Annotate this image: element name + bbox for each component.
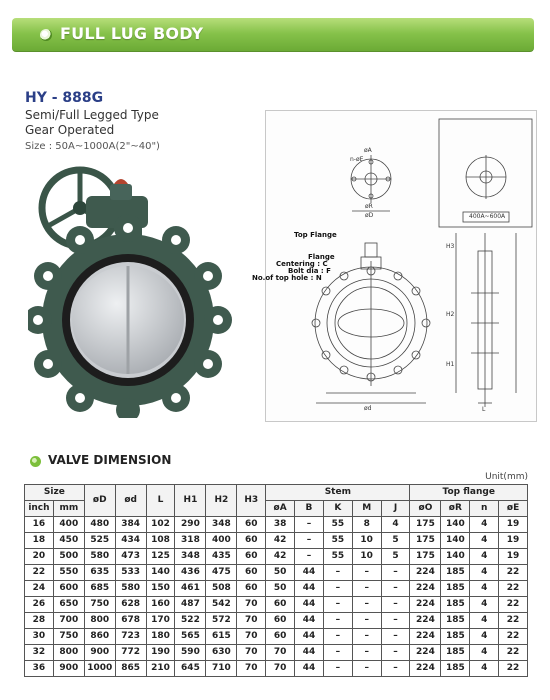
- col-l: L: [146, 485, 175, 517]
- table-cell: 224: [410, 581, 441, 597]
- green-bullet-icon: [30, 456, 41, 467]
- table-row: [25, 517, 528, 533]
- table-cell: 4: [470, 549, 499, 565]
- table-row: [25, 565, 528, 581]
- table-cell: 22: [25, 565, 54, 581]
- dim-r-label: øR: [365, 203, 373, 210]
- table-cell: 60: [266, 629, 295, 645]
- table-row: [25, 645, 528, 661]
- table-cell: 772: [115, 645, 146, 661]
- table-cell: 22: [499, 581, 528, 597]
- table-cell: 19: [499, 549, 528, 565]
- table-cell: 800: [53, 645, 84, 661]
- table-cell: 8: [352, 517, 381, 533]
- table-cell: –: [381, 581, 410, 597]
- table-cell: 860: [84, 629, 115, 645]
- table-cell: 4: [470, 517, 499, 533]
- flange-label: Flange: [308, 253, 335, 261]
- table-cell: 22: [499, 597, 528, 613]
- table-cell: 36: [25, 661, 54, 677]
- table-cell: 500: [53, 549, 84, 565]
- unit-label: Unit(mm): [485, 472, 528, 482]
- table-cell: 55: [323, 533, 352, 549]
- table-cell: 224: [410, 565, 441, 581]
- table-cell: 700: [53, 613, 84, 629]
- table-cell: –: [381, 565, 410, 581]
- table-cell: 210: [146, 661, 175, 677]
- dim-od-label: ød: [364, 405, 372, 412]
- table-cell: –: [381, 597, 410, 613]
- table-cell: 400: [206, 533, 237, 549]
- table-cell: 22: [499, 645, 528, 661]
- table-cell: –: [352, 565, 381, 581]
- table-cell: –: [352, 597, 381, 613]
- table-cell: 4: [470, 645, 499, 661]
- table-cell: 290: [175, 517, 206, 533]
- table-cell: 4: [470, 565, 499, 581]
- table-cell: 4: [470, 581, 499, 597]
- table-cell: 185: [441, 565, 470, 581]
- col-mm: mm: [53, 501, 84, 517]
- table-cell: 26: [25, 597, 54, 613]
- table-cell: –: [323, 613, 352, 629]
- section-title: VALVE DIMENSION: [48, 453, 172, 467]
- table-cell: 678: [115, 613, 146, 629]
- table-cell: 4: [470, 629, 499, 645]
- table-cell: 590: [175, 645, 206, 661]
- green-bullet-icon: [40, 29, 52, 41]
- table-cell: 160: [146, 597, 175, 613]
- table-cell: 348: [175, 549, 206, 565]
- col-h3: H3: [237, 485, 266, 517]
- table-cell: 4: [470, 661, 499, 677]
- product-type: Semi/Full Legged Type: [25, 108, 159, 122]
- table-cell: 525: [84, 533, 115, 549]
- table-cell: 900: [84, 645, 115, 661]
- table-cell: 572: [206, 613, 237, 629]
- table-cell: 175: [410, 549, 441, 565]
- inset-size-note: 400A~600A: [469, 213, 506, 220]
- table-cell: 28: [25, 613, 54, 629]
- table-cell: 522: [175, 613, 206, 629]
- table-cell: 384: [115, 517, 146, 533]
- table-cell: 22: [499, 613, 528, 629]
- col-inch: inch: [25, 501, 54, 517]
- table-cell: 723: [115, 629, 146, 645]
- table-cell: 435: [206, 549, 237, 565]
- table-cell: 55: [323, 549, 352, 565]
- table-cell: 615: [206, 629, 237, 645]
- table-cell: 20: [25, 549, 54, 565]
- table-cell: –: [295, 533, 324, 549]
- table-cell: 10: [352, 533, 381, 549]
- table-cell: 565: [175, 629, 206, 645]
- table-cell: 750: [84, 597, 115, 613]
- table-cell: 5: [381, 549, 410, 565]
- page-title: FULL LUG BODY: [60, 24, 204, 43]
- table-cell: 180: [146, 629, 175, 645]
- table-cell: 508: [206, 581, 237, 597]
- table-cell: 1000: [84, 661, 115, 677]
- table-cell: 400: [53, 517, 84, 533]
- col-id: ød: [115, 485, 146, 517]
- table-cell: 18: [25, 533, 54, 549]
- col-h1: H1: [175, 485, 206, 517]
- table-cell: 550: [53, 565, 84, 581]
- dim-h3-label: H3: [446, 243, 455, 250]
- table-cell: 44: [295, 645, 324, 661]
- table-cell: 30: [25, 629, 54, 645]
- table-cell: 4: [470, 533, 499, 549]
- col-h2: H2: [206, 485, 237, 517]
- table-row: [25, 661, 528, 677]
- table-cell: 60: [237, 533, 266, 549]
- table-cell: 32: [25, 645, 54, 661]
- table-cell: 461: [175, 581, 206, 597]
- table-cell: 44: [295, 581, 324, 597]
- dim-h1-label: H1: [446, 361, 455, 368]
- table-cell: –: [323, 581, 352, 597]
- dim-a-label: øA: [364, 147, 372, 154]
- table-row: [25, 613, 528, 629]
- table-cell: 22: [499, 661, 528, 677]
- table-cell: 4: [470, 597, 499, 613]
- table-cell: –: [323, 661, 352, 677]
- table-cell: 44: [295, 613, 324, 629]
- table-cell: 580: [115, 581, 146, 597]
- table-cell: 436: [175, 565, 206, 581]
- table-cell: 628: [115, 597, 146, 613]
- table-cell: 185: [441, 597, 470, 613]
- table-cell: 140: [146, 565, 175, 581]
- table-cell: 60: [237, 565, 266, 581]
- table-row: [25, 581, 528, 597]
- table-cell: 102: [146, 517, 175, 533]
- col-size: Size: [25, 485, 85, 501]
- table-cell: 185: [441, 629, 470, 645]
- dimension-table: [24, 484, 528, 677]
- col-k: K: [323, 501, 352, 517]
- product-size: Size : 50A~1000A(2"~40"): [25, 141, 160, 152]
- table-cell: –: [352, 613, 381, 629]
- table-cell: 60: [237, 581, 266, 597]
- table-cell: 24: [25, 581, 54, 597]
- dim-h2-label: H2: [446, 311, 455, 318]
- table-cell: 60: [266, 597, 295, 613]
- valve-photo: [28, 158, 243, 418]
- table-cell: –: [352, 661, 381, 677]
- table-row: [25, 549, 528, 565]
- table-cell: –: [381, 629, 410, 645]
- table-cell: 70: [266, 645, 295, 661]
- table-cell: 42: [266, 549, 295, 565]
- col-stem: Stem: [266, 485, 410, 501]
- col-top-flange: Top flange: [410, 485, 528, 501]
- table-cell: 10: [352, 549, 381, 565]
- table-cell: 5: [381, 533, 410, 549]
- table-header-row: [25, 485, 528, 501]
- table-cell: 487: [175, 597, 206, 613]
- table-cell: 108: [146, 533, 175, 549]
- table-cell: 70: [237, 645, 266, 661]
- table-cell: 140: [441, 517, 470, 533]
- col-o: øO: [410, 501, 441, 517]
- table-cell: 19: [499, 517, 528, 533]
- bolt-dia-label: Bolt dia : F: [288, 267, 331, 275]
- table-cell: 4: [381, 517, 410, 533]
- table-cell: 348: [206, 517, 237, 533]
- header-banner: [12, 18, 534, 52]
- table-cell: 70: [237, 613, 266, 629]
- col-n: n: [470, 501, 499, 517]
- table-cell: 475: [206, 565, 237, 581]
- table-cell: –: [323, 597, 352, 613]
- table-cell: 224: [410, 661, 441, 677]
- table-cell: 318: [175, 533, 206, 549]
- table-cell: 635: [84, 565, 115, 581]
- table-cell: 70: [237, 597, 266, 613]
- table-cell: 60: [237, 549, 266, 565]
- table-cell: –: [295, 549, 324, 565]
- table-cell: 70: [266, 661, 295, 677]
- table-cell: 600: [53, 581, 84, 597]
- table-cell: –: [323, 565, 352, 581]
- table-cell: –: [352, 629, 381, 645]
- table-cell: 19: [499, 533, 528, 549]
- table-cell: –: [295, 517, 324, 533]
- table-cell: 16: [25, 517, 54, 533]
- table-cell: 70: [237, 629, 266, 645]
- table-cell: 22: [499, 565, 528, 581]
- table-cell: 44: [295, 629, 324, 645]
- table-cell: 42: [266, 533, 295, 549]
- table-cell: 434: [115, 533, 146, 549]
- table-cell: 175: [410, 533, 441, 549]
- table-cell: –: [381, 645, 410, 661]
- col-m: M: [352, 501, 381, 517]
- table-cell: 185: [441, 613, 470, 629]
- table-cell: –: [352, 645, 381, 661]
- technical-drawing: [252, 110, 537, 422]
- table-cell: 580: [84, 549, 115, 565]
- col-a: øA: [266, 501, 295, 517]
- table-cell: 542: [206, 597, 237, 613]
- col-j: J: [381, 501, 410, 517]
- table-cell: 480: [84, 517, 115, 533]
- table-cell: 224: [410, 613, 441, 629]
- table-cell: 710: [206, 661, 237, 677]
- dim-d-label: øD: [365, 212, 374, 219]
- top-hole-label: No.of top hole : N: [252, 274, 322, 282]
- table-cell: 865: [115, 661, 146, 677]
- table-cell: 224: [410, 629, 441, 645]
- table-cell: 170: [146, 613, 175, 629]
- table-cell: 185: [441, 581, 470, 597]
- table-cell: 22: [499, 629, 528, 645]
- table-row: [25, 629, 528, 645]
- table-cell: 4: [470, 613, 499, 629]
- table-cell: –: [381, 613, 410, 629]
- table-cell: 645: [175, 661, 206, 677]
- table-cell: 60: [237, 517, 266, 533]
- table-cell: 750: [53, 629, 84, 645]
- table-cell: 38: [266, 517, 295, 533]
- table-cell: –: [352, 581, 381, 597]
- table-cell: 224: [410, 597, 441, 613]
- table-cell: 685: [84, 581, 115, 597]
- table-cell: 185: [441, 645, 470, 661]
- product-model: HY - 888G: [25, 90, 104, 106]
- table-cell: 175: [410, 517, 441, 533]
- table-cell: 55: [323, 517, 352, 533]
- table-cell: 44: [295, 661, 324, 677]
- dim-n-label: n-øE: [350, 156, 364, 163]
- table-cell: 224: [410, 645, 441, 661]
- table-cell: 450: [53, 533, 84, 549]
- table-cell: 185: [441, 661, 470, 677]
- table-cell: 800: [84, 613, 115, 629]
- product-operation: Gear Operated: [25, 123, 115, 137]
- table-cell: 900: [53, 661, 84, 677]
- table-cell: 190: [146, 645, 175, 661]
- table-cell: 70: [237, 661, 266, 677]
- table-cell: 50: [266, 565, 295, 581]
- table-cell: 630: [206, 645, 237, 661]
- table-cell: 60: [266, 613, 295, 629]
- table-cell: 533: [115, 565, 146, 581]
- table-cell: 50: [266, 581, 295, 597]
- table-cell: –: [323, 645, 352, 661]
- table-cell: 125: [146, 549, 175, 565]
- col-r: øR: [441, 501, 470, 517]
- table-cell: 44: [295, 597, 324, 613]
- table-cell: –: [323, 629, 352, 645]
- table-cell: 140: [441, 549, 470, 565]
- table-row: [25, 533, 528, 549]
- top-flange-label: Top Flange: [294, 231, 337, 239]
- col-od: øD: [84, 485, 115, 517]
- table-row: [25, 597, 528, 613]
- table-cell: –: [381, 661, 410, 677]
- table-cell: 650: [53, 597, 84, 613]
- centering-label: Centering : C: [276, 260, 328, 268]
- table-body: [25, 517, 528, 677]
- col-e: øE: [499, 501, 528, 517]
- table-cell: 473: [115, 549, 146, 565]
- table-cell: 150: [146, 581, 175, 597]
- table-cell: 44: [295, 565, 324, 581]
- table-cell: 140: [441, 533, 470, 549]
- dim-l-label: L: [482, 406, 486, 413]
- col-b: B: [295, 501, 324, 517]
